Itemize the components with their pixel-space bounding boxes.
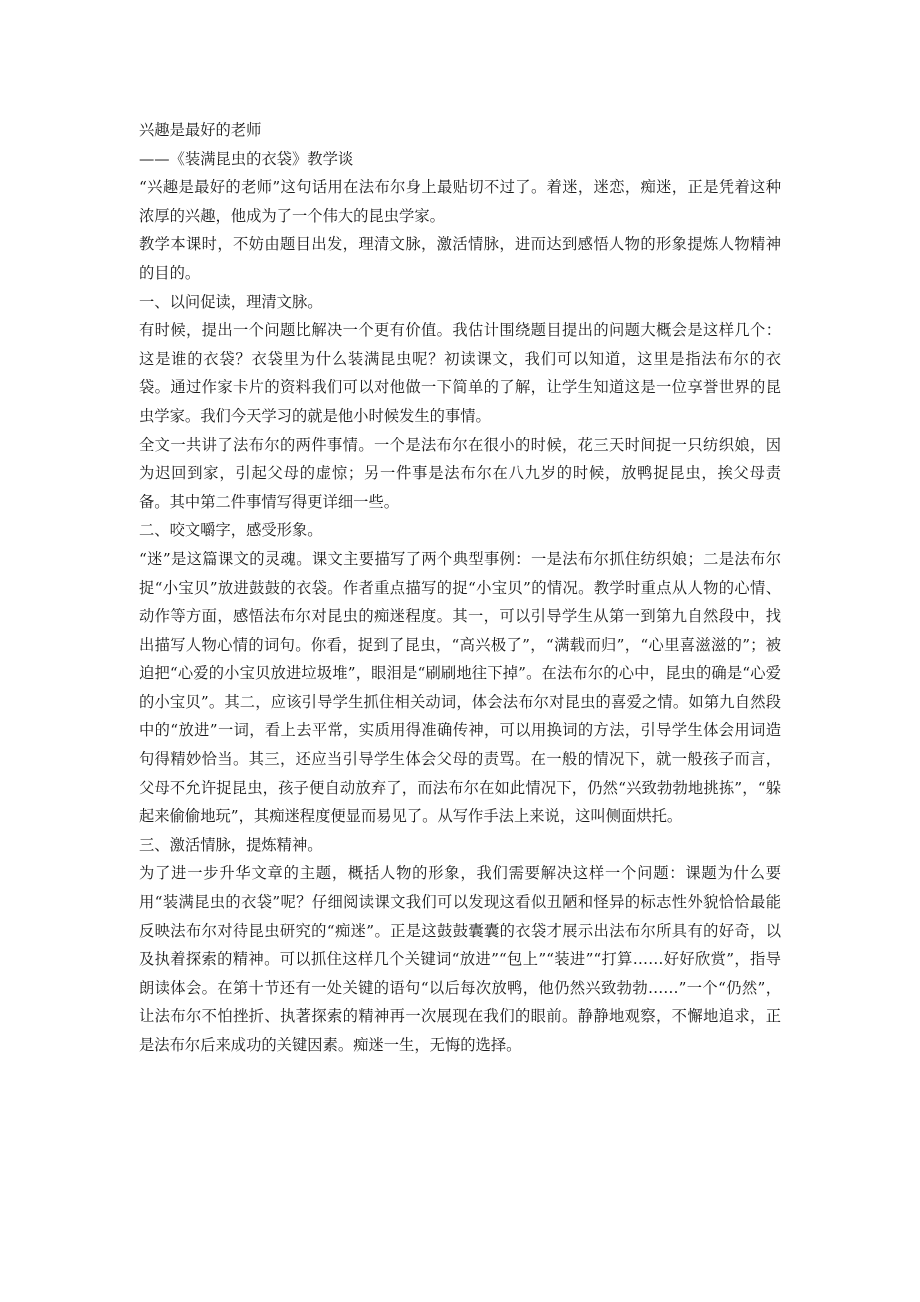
- paragraph-questions: 有时候，提出一个问题比解决一个更有价值。我估计围绕题目提出的问题大概会是这样几个：这是谁的衣袋？衣袋里为什么装满昆虫呢？初读课文，我们可以知道，这里是指法布尔的衣袋。通过作家卡片的资料我们可以对他做一下简单的了解，让学生知道这是一位享誉世界的昆虫学家。我们今天学习的就是他小时候发生的事情。: [139, 321, 781, 425]
- paragraph-teaching-approach: 教学本课时，不妨由题目出发，理清文脉，激活情脉，进而达到感悟人物的形象提炼人物精神的目的。: [139, 235, 781, 282]
- paragraph-two-events: 全文一共讲了法布尔的两件事情。一个是法布尔在很小的时候，花三天时间捉一只纺织娘，因为迟回到家，引起父母的虚惊；另一件事是法布尔在八九岁的时候，放鸭捉昆虫，挨父母责备。其中第二件事情写得更详细一些。: [139, 435, 781, 511]
- document-title: 兴趣是最好的老师: [139, 121, 262, 139]
- document-subtitle: ——《装满昆虫的衣袋》教学谈: [139, 149, 354, 168]
- document-page: [139, 116, 781, 1060]
- section-heading-1: 一、以问促读，理清文脉。: [139, 292, 323, 311]
- paragraph-spirit: 为了进一步升华文章的主题，概括人物的形象，我们需要解决这样一个问题：课题为什么要用“装满昆虫的衣袋”呢？仔细阅读课文我们可以发现这看似丑陋和怪异的标志性外貌恰恰最能反映法布尔对待昆虫研究的“痴迷”。正是这鼓鼓囊囊的衣袋才展示出法布尔所具有的好奇，以及执着探索的精神。可以抓住这样几个关键词“放进”“包上”“装进”“打算……好好欣赏”，指导朗读体会。在第十节还有一处关键的语句“以后每次放鸭，他仍然兴致勃勃……”一个“仍然”，让法布尔不怕挫折、执著探索的精神再一次展现在我们的眼前。静静地观察，不懈地追求，正是法布尔后来成功的关键因素。痴迷一生，无悔的选择。: [139, 864, 781, 1054]
- paragraph-intro: “兴趣是最好的老师”这句话用在法布尔身上最贴切不过了。着迷，迷恋，痴迷，正是凭着这种浓厚的兴趣，他成为了一个伟大的昆虫学家。: [139, 178, 781, 225]
- section-heading-3: 三、激活情脉，提炼精神。: [139, 835, 323, 854]
- paragraph-word-analysis: “迷”是这篇课文的灵魂。课文主要描写了两个典型事例：一是法布尔抓住纺织娘；二是法布尔捉“小宝贝”放进鼓鼓的衣袋。作者重点描写的捉“小宝贝”的情况。教学时重点从人物的心情、动作等方面，感悟法布尔对昆虫的痴迷程度。其一，可以引导学生从第一到第九自然段中，找出描写人物心情的词句。你看，捉到了昆虫，“高兴极了”，“满载而归”，“心里喜滋滋的”；被迫把“心爱的小宝贝放进垃圾堆”，眼泪是“刷刷地往下掉”。在法布尔的心中，昆虫的确是“心爱的小宝贝”。其二，应该引导学生抓住相关动词，体会法布尔对昆虫的喜爱之情。如第九自然段中的“放进”一词，看上去平常，实质用得准确传神，可以用换词的方法，引导学生体会用词造句得精妙恰当。其三，还应当引导学生体会父母的责骂。在一般的情况下，就一般孩子而言，父母不允许捉昆虫，孩子便自动放弃了，而法布尔在如此情况下，仍然“兴致勃勃地挑拣”，“躲起来偷偷地玩”，其痴迷程度便显而易见了。从写作手法上来说，这叫侧面烘托。: [139, 549, 781, 826]
- section-heading-2: 二、咬文嚼字，感受形象。: [139, 521, 323, 540]
